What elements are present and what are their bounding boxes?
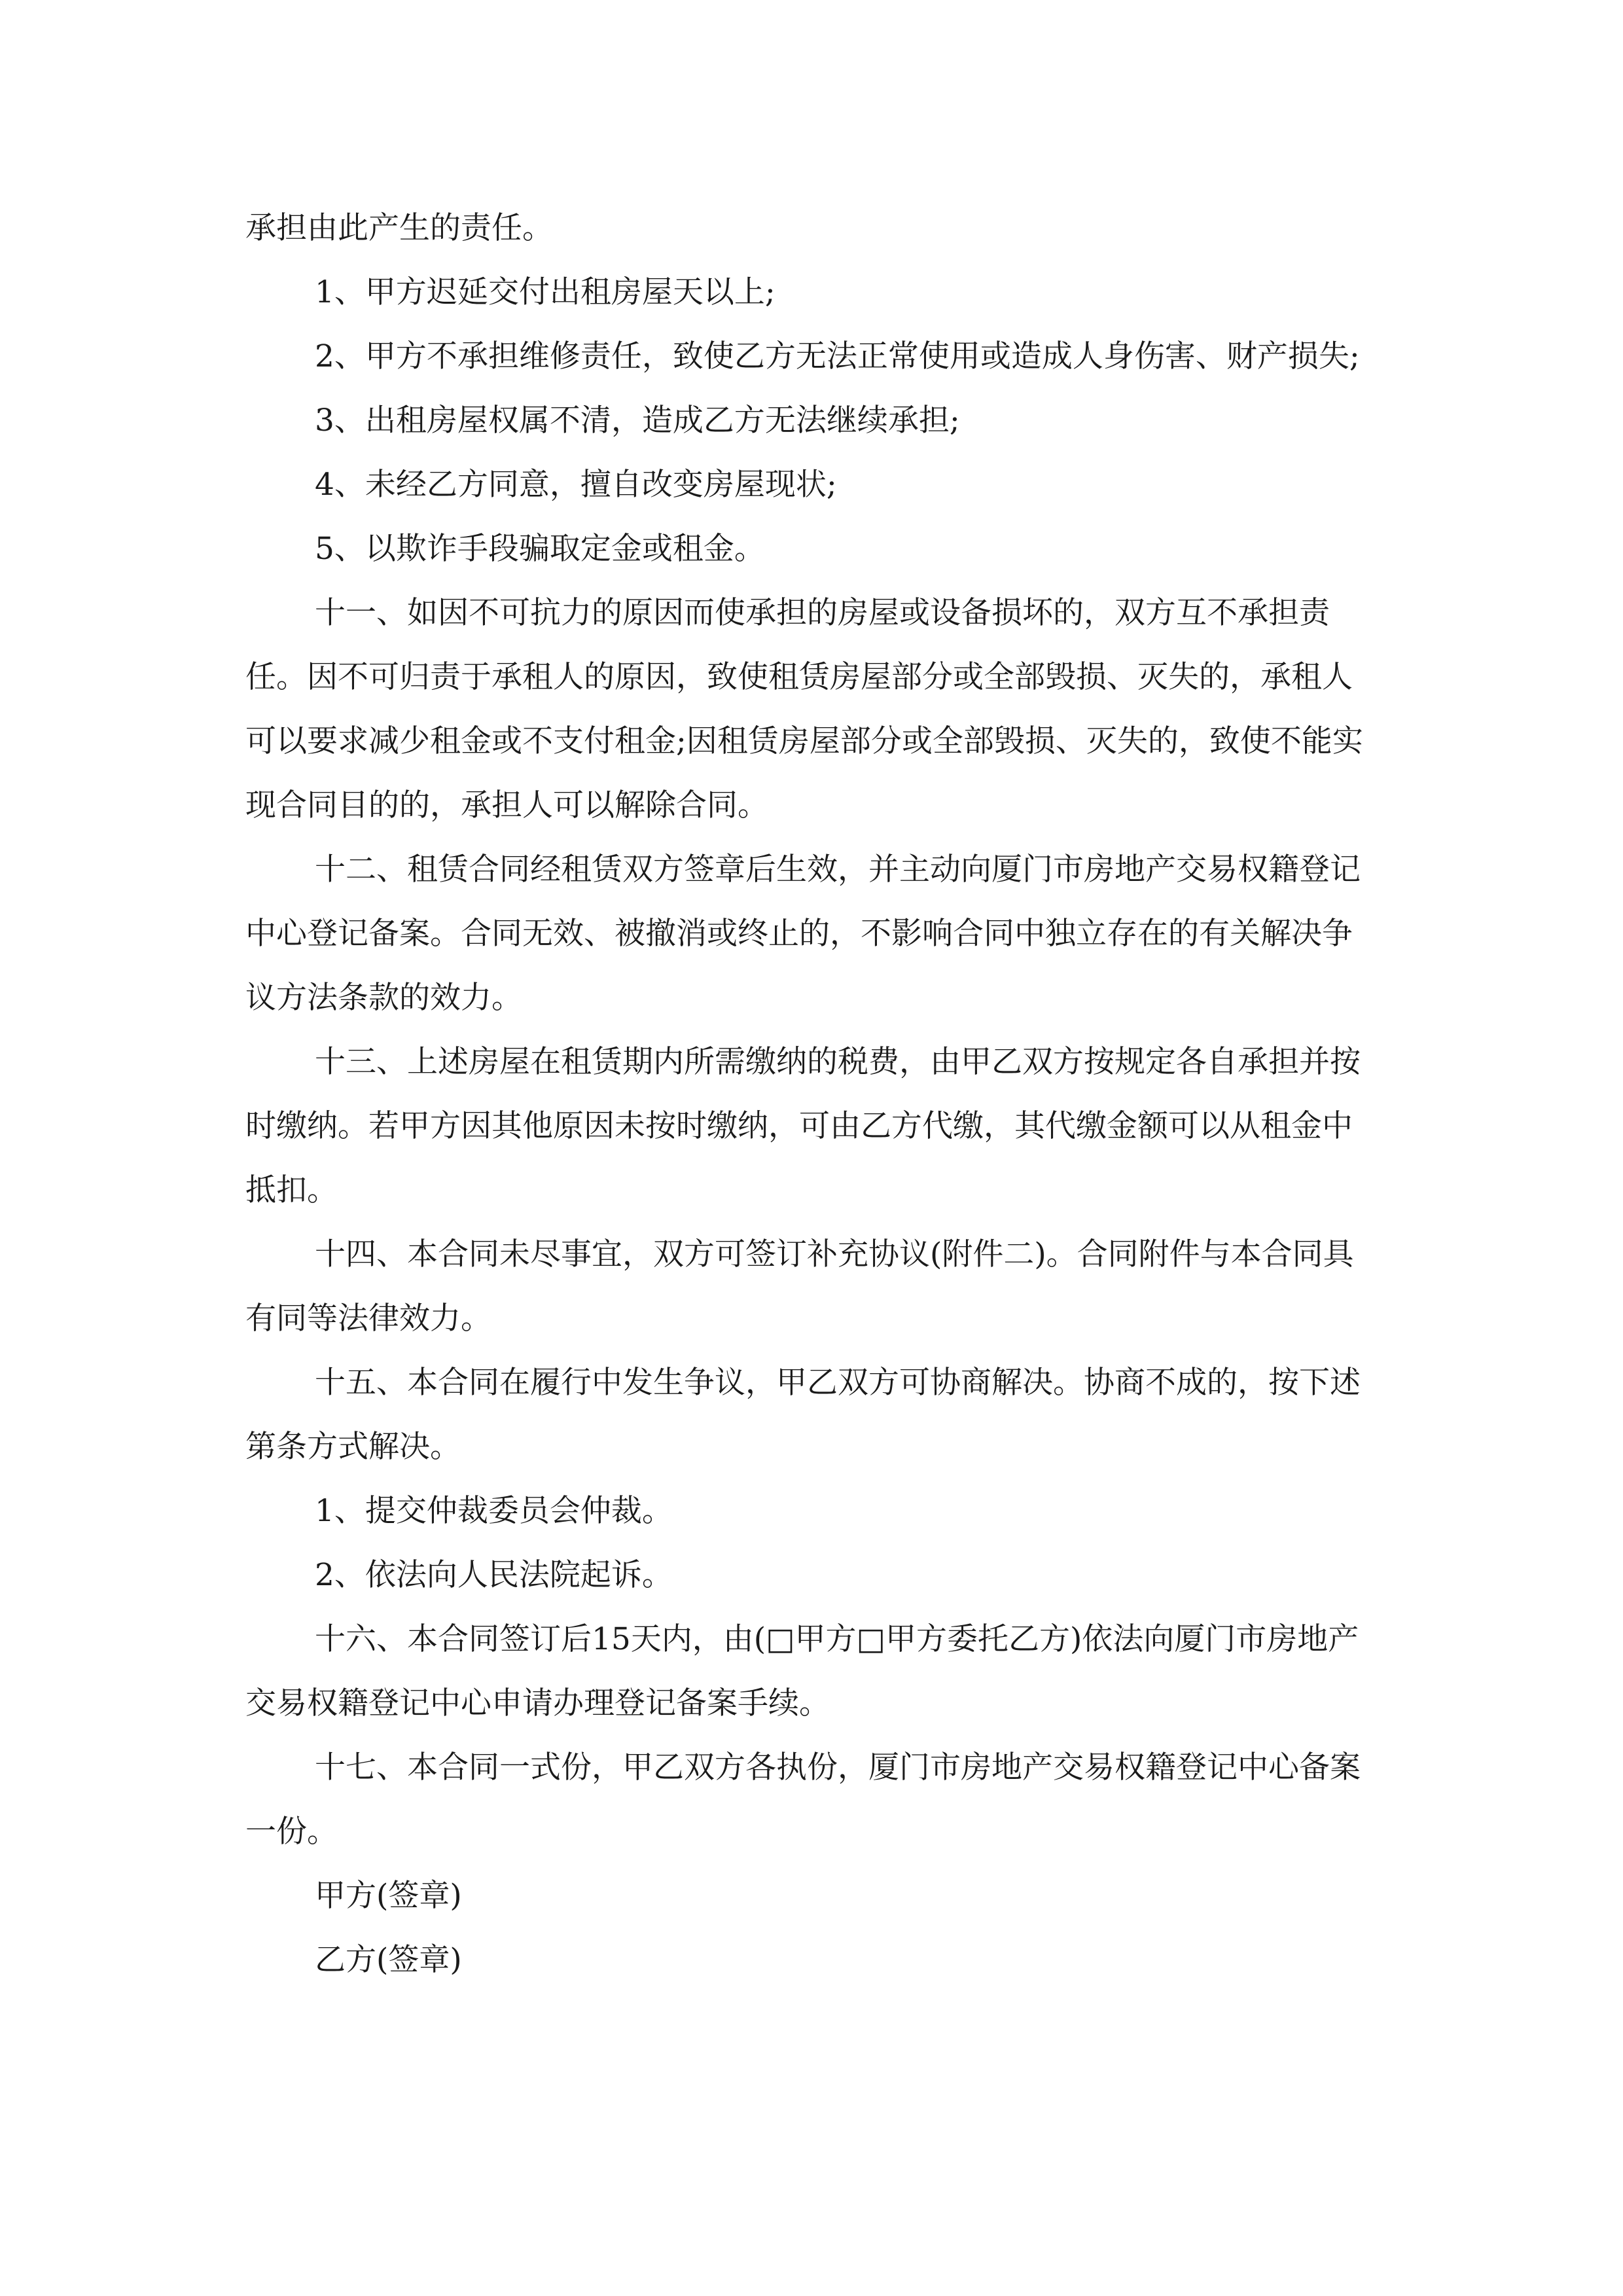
clause-11: 十一、如因不可抗力的原因而使承担的房屋或设备损坏的，双方互不承担责任。因不可归责于承租人的原因，致使租赁房屋部分或全部毁损、灭失的，承租人可以要求减少租金或不支付租金;因租赁房屋部分或全部毁损、灭失的，致使不能实现合同目的的，承担人可以解除合同。 — [245, 595, 1363, 823]
paragraph-item-4: 4、未经乙方同意，擅自改变房屋现状; — [315, 467, 837, 503]
party-a-signature-line: 甲方(签章) — [315, 1878, 462, 1914]
clause-13: 十三、上述房屋在租赁期内所需缴纳的税费，由甲乙双方按规定各自承担并按时缴纳。若甲方因其他原因未按时缴纳，可由乙方代缴，其代缴金额可以从租金中抵扣。 — [245, 1044, 1361, 1208]
paragraph-item-2: 2、甲方不承担维修责任，致使乙方无法正常使用或造成人身伤害、财产损失; — [315, 338, 1360, 374]
clause-15: 十五、本合同在履行中发生争议，甲乙双方可协商解决。协商不成的，按下述第条方式解决。 — [245, 1365, 1361, 1465]
paragraph-item-3: 3、出租房屋权属不清，造成乙方无法继续承担; — [315, 403, 960, 439]
clause-14: 十四、本合同未尽事宜，双方可签订补充协议(附件二)。合同附件与本合同具有同等法律效力。 — [245, 1236, 1354, 1336]
dispute-option-1: 1、提交仲裁委员会仲裁。 — [315, 1493, 673, 1529]
dispute-option-2: 2、依法向人民法院起诉。 — [315, 1557, 673, 1593]
paragraph-item-5: 5、以欺诈手段骗取定金或租金。 — [315, 531, 765, 567]
paragraph-liability-intro: 承担由此产生的责任。 — [245, 210, 553, 246]
paragraph-item-1: 1、甲方迟延交付出租房屋天以上; — [315, 274, 776, 310]
party-b-signature-line: 乙方(签章) — [315, 1942, 462, 1978]
clause-17: 十七、本合同一式份，甲乙双方各执份，厦门市房地产交易权籍登记中心备案一份。 — [245, 1749, 1361, 1850]
document-body — [245, 196, 1379, 1992]
clause-16: 十六、本合同签订后15天内，由(□甲方□甲方委托乙方)依法向厦门市房地产交易权籍登记中心申请办理登记备案手续。 — [245, 1621, 1359, 1721]
clause-12: 十二、租赁合同经租赁双方签章后生效，并主动向厦门市房地产交易权籍登记中心登记备案。合同无效、被撤消或终止的，不影响合同中独立存在的有关解决争议方法条款的效力。 — [245, 852, 1361, 1016]
